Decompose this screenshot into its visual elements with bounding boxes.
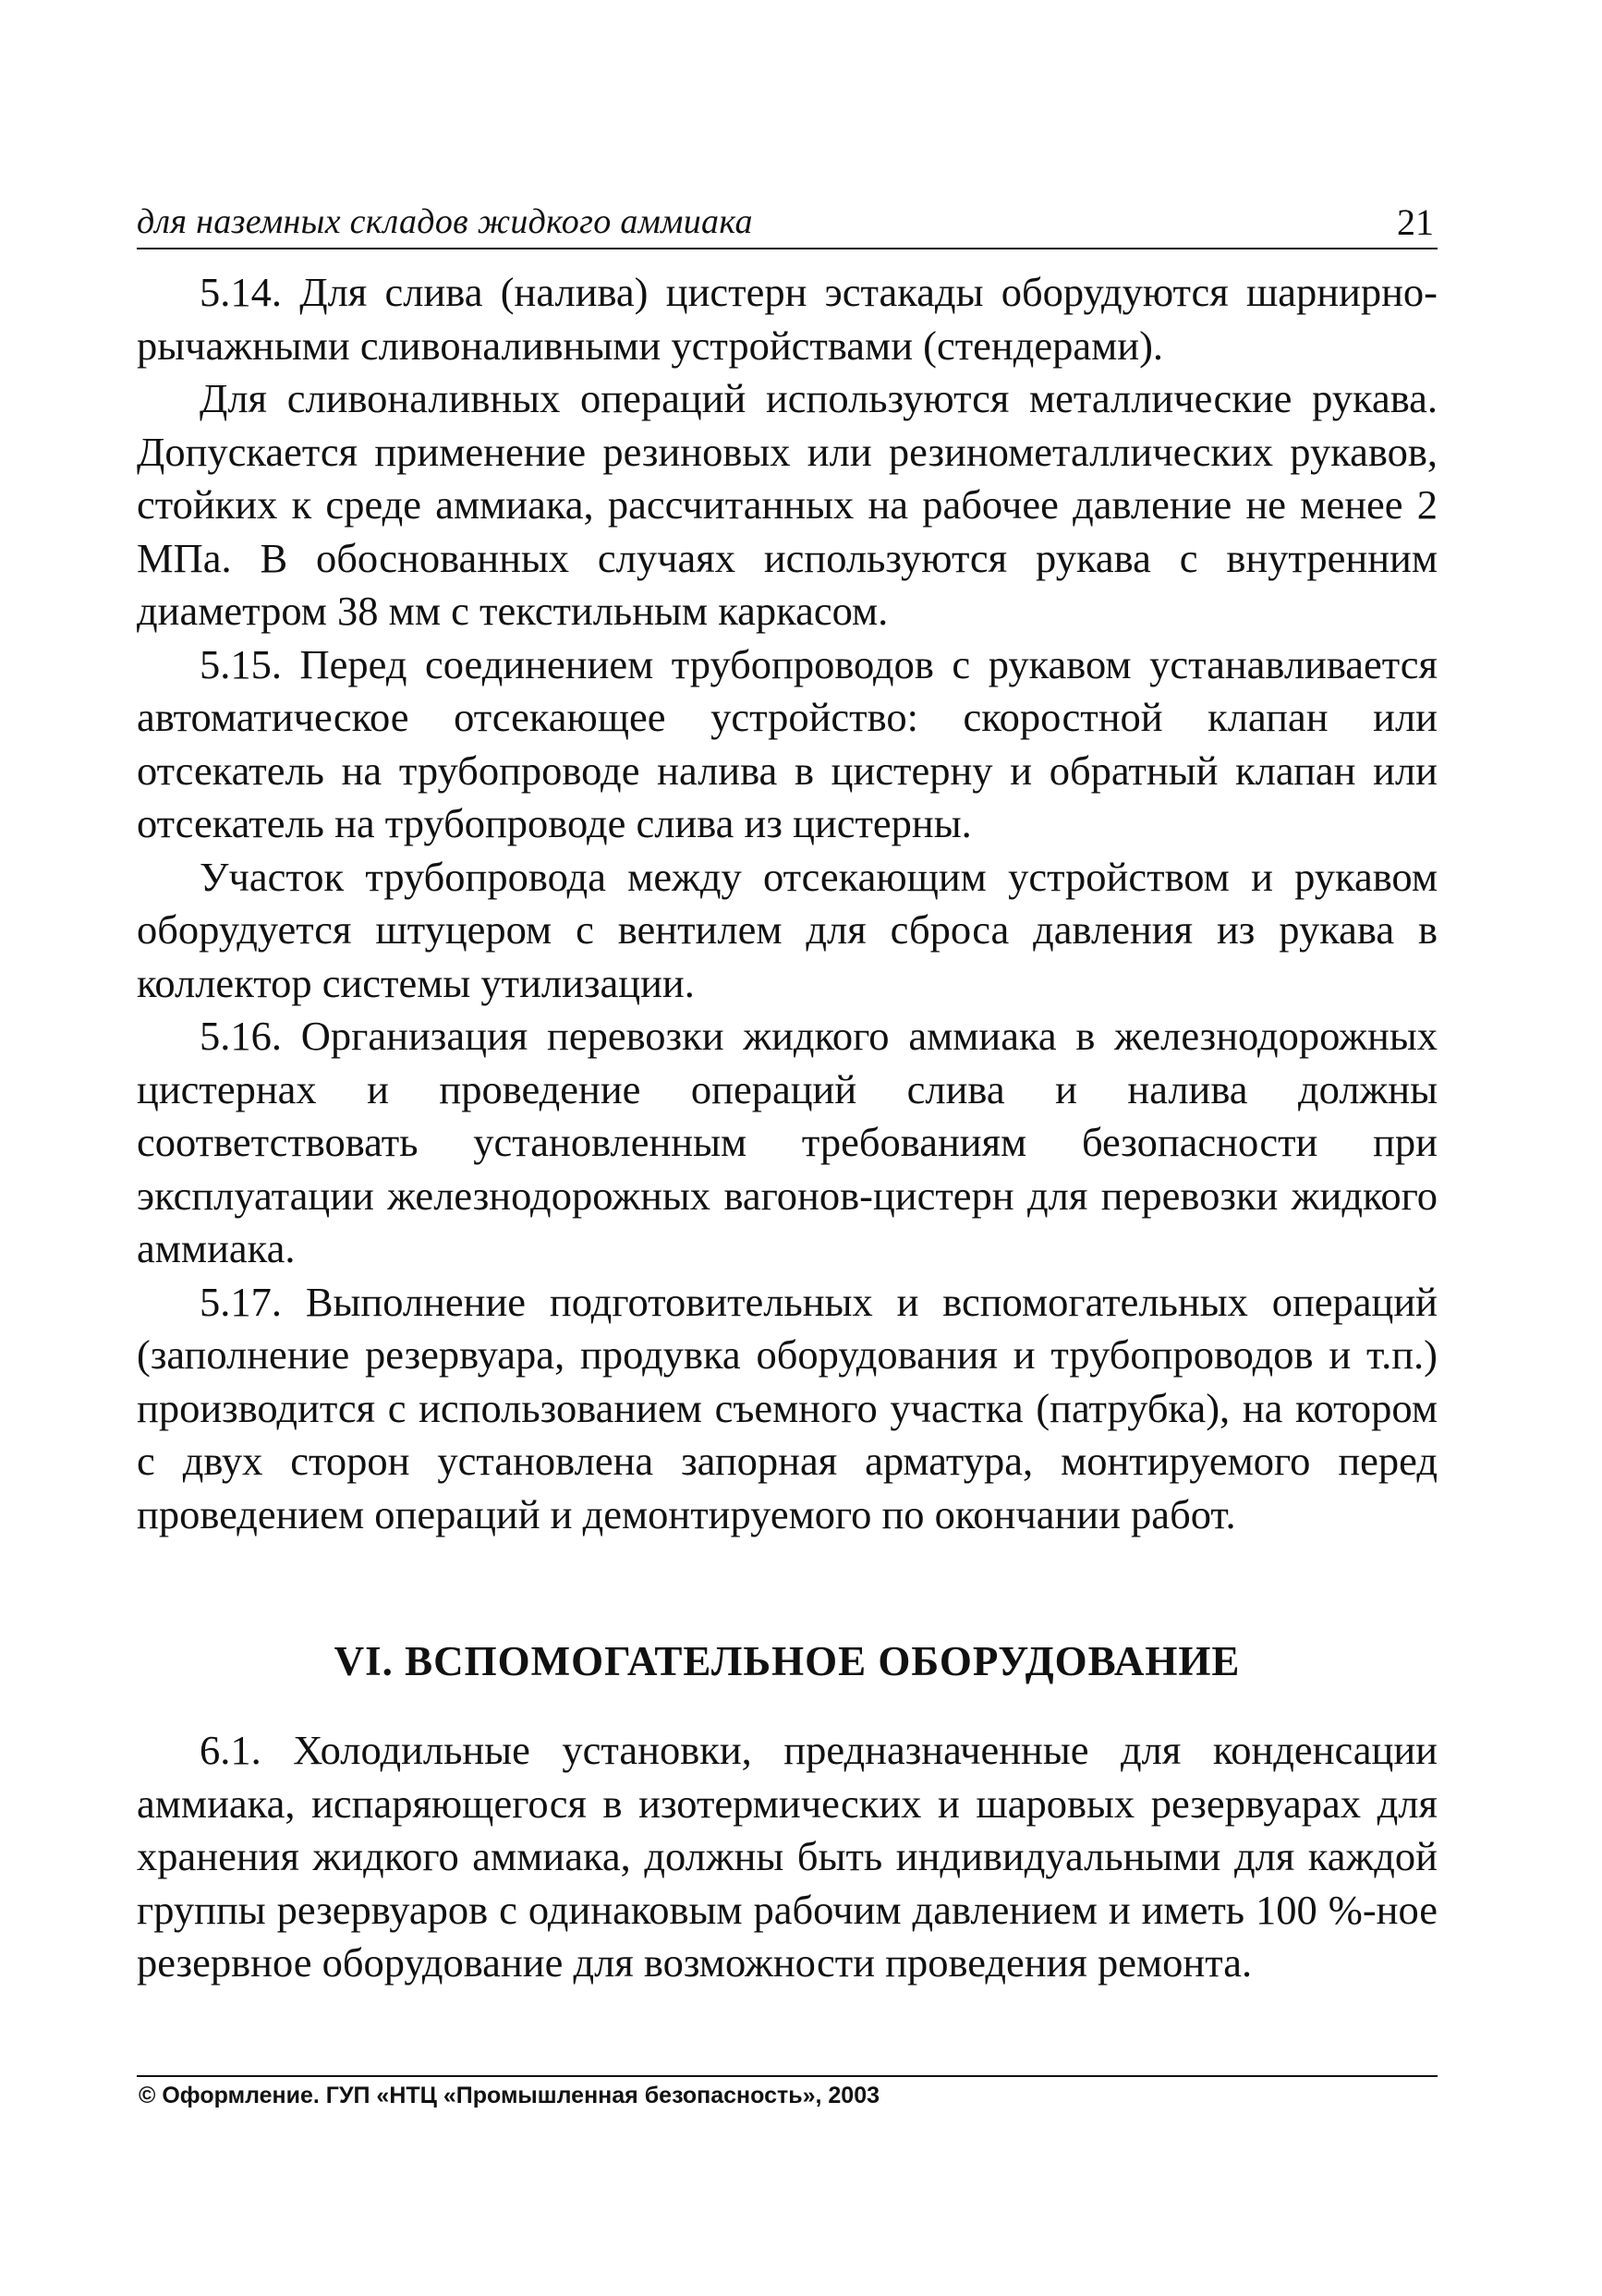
section-body (137, 1724, 1438, 1990)
paragraph-6-1: 6.1. Холодильные установки, предназначенные для конденсации аммиака, испаряющегося в изотермических и шаровых резервуарах для хранения жидкого аммиака, должны быть индивидуальными для каждой группы резервуаров с одинаковым рабочим давлением и иметь 100 %-ное резервное оборудование для возможности проведения ремонта. (137, 1727, 1438, 1986)
running-head (137, 196, 1438, 249)
paragraph-5-15: 5.15. Перед соединением трубопроводов с рукавом устанавливается автоматическое отсекающее устройство: скоростной клапан или отсекатель на трубопроводе налива в цистерну и обратный клапан или отсекатель на трубопроводе слива из цистерны. (137, 640, 1438, 846)
paragraph-5-16: 5.16. Организация перевозки жидкого аммиака в железнодорожных цистернах и проведение операций слива и налива должны соответствовать установленным требованиям безопасности при эксплуатации железнодорожных вагонов-цистерн для перевозки жидкого аммиака. (137, 1013, 1438, 1271)
paragraph-5-17: 5.17. Выполнение подготовительных и вспомогательных операций (заполнение резервуара, продувка оборудования и трубопроводов и т.п.) производится с использованием съемного участка (патрубка), на котором с двух сторон установлена запорная арматура, монтируемого перед проведением операций и демонтируемого по окончании работ. (137, 1278, 1438, 1537)
footer-rule (137, 2075, 1438, 2077)
paragraph-hoses: Для сливоналивных операций используются металлические рукава. Допускается применение резиновых или резинометаллических рукавов, стойких к среде аммиака, рассчитанных на рабочее давление не менее 2 МПа. В обоснованных случаях используются рукава с внутренним диаметром 38 мм с текстильным каркасом. (137, 375, 1438, 634)
paragraph-5-14: 5.14. Для слива (налива) цистерн эстакады оборудуются шарнирно-рычажными сливоналивными устройствами (стендерами). (137, 269, 1438, 369)
section-heading: VI. ВСПОМОГАТЕЛЬНОЕ ОБОРУДОВАНИЕ (334, 1638, 1241, 1684)
running-title: для наземных складов жидкого аммиака (137, 202, 753, 241)
body-text (137, 266, 1438, 1541)
paragraph-pipeline-section: Участок трубопровода между отсекающим устройством и рукавом оборудуется штуцером с вентилем для сброса давления из рукава в коллектор системы утилизации. (137, 853, 1438, 1006)
page-number: 21 (1397, 201, 1434, 243)
copyright-footer: © Оформление. ГУП «НТЦ «Промышленная безопасность», 2003 (139, 2083, 880, 2108)
